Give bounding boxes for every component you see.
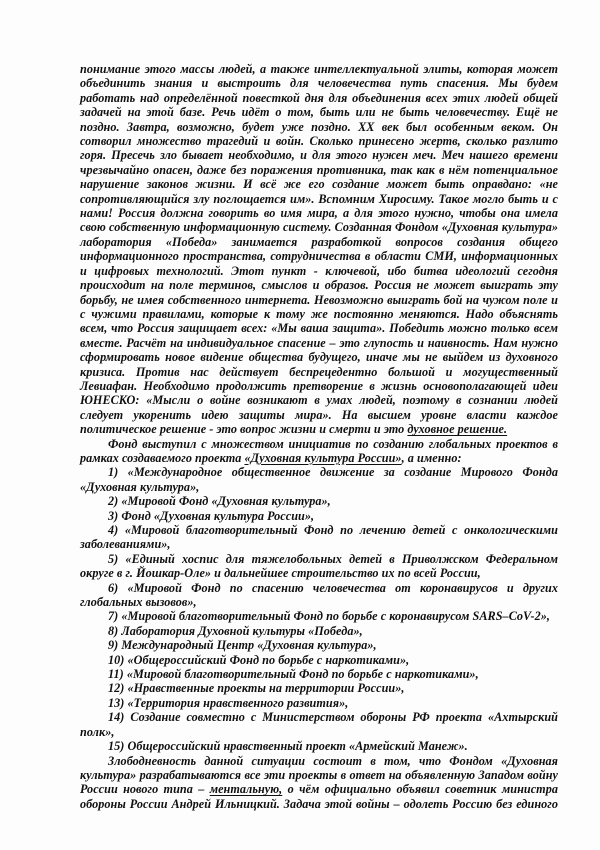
list-item: 10) «Общероссийский Фонд по борьбе с наркотиками», <box>108 652 410 667</box>
paragraph-text: Фонд выступил с множеством инициатив по созданию глобальных проектов в рамках создаваемого проекта <box>80 436 558 465</box>
list-item: 5) «Единый хоспис для тяжелобольных детей в Приволжском Федеральном округе в г. Йошкар-Оле» и дальнейшее строительство их по всей России, <box>80 551 558 581</box>
list-item: 3) Фонд «Духовная культура России», <box>108 508 315 523</box>
list-item: 2) «Мировой Фонд «Духовная культура», <box>108 494 331 509</box>
list-item: 6) «Мировой Фонд по спасению человечества от коронавирусов и других глобальных вызовов», <box>80 580 558 610</box>
list-item: 11) «Мировой благотворительный Фонд по борьбе с наркотиками», <box>108 667 479 682</box>
opening-paragraph <box>80 62 558 437</box>
list-item: 13) «Территория нравственного развития», <box>108 695 349 710</box>
underlined-phrase: «Духовная культура России» <box>244 450 402 465</box>
underlined-phrase: ментальную, <box>209 782 283 797</box>
list-item: 8) Лаборатория Духовной культуры «Победа», <box>108 623 363 638</box>
paragraph-text: Злободневность данной ситуации состоит в том, что Фондом «Духовная культура» разрабатываются все эти проекты в ответ на объявленную Западом войну России нового типа – <box>80 753 558 797</box>
page-text-block <box>80 62 558 811</box>
list-item: 7) «Мировой благотворительный Фонд по борьбе с коронавирусом SARS–CoV-2», <box>108 609 551 624</box>
closing-paragraph <box>80 754 558 812</box>
list-item: 4) «Мировой благотворительный Фонд по лечению детей с онкологическими заболеваниями», <box>80 523 558 552</box>
list-item: 12) «Нравственные проекты на территории России», <box>108 681 405 696</box>
underlined-phrase: духовное решение. <box>407 422 508 437</box>
paragraph-text: о чём официально объявил советник министра обороны России Андрей Ильницкий. Задача этой войны – одолеть Россию без единого <box>80 782 559 811</box>
paragraph-text: , а именно: <box>401 450 462 465</box>
paragraph-text: понимание этого массы людей, а также интеллектуальной элиты, которая может объединить знания и выстроить для человечества путь спасения. Мы будем работать над определённой повесткой дня для объединения всех этих людей общей задачей на этой базе. Речь идёт о том, быть или не быть человечеству. Ещё не поздно. Завтра, возможно, будет уже поздно. XX век был особенным веком. Он сотворил множество трагедий и войн. Сколько принесено жертв, сколько разлито горя. Пресечь зло бывает необходимо, и для этого нужен меч. Меч нашего времени чрезвычайно опасен, даже без поражения противника, так как в нём потенциальное нарушение законов жизни. И всё же его создание может быть оправдано: «не сопротивляющийся злу поглощается им». Вспомним Хиросиму. Такое могло быть и с нами! Россия должна говорить во имя мира, а для этого нужно, чтобы она имела свою собственную информационную систему. Созданная Фондом «Духовная культура» лаборатория «Победа» занимается разработкой вопросов создания общего информационного пространства, сотрудничества в области СМИ, информационных и цифровых технологий. Этот пункт - ключевой, ибо битва идеологий сегодня происходит на поле терминов, смыслов и образов. Россия не может выиграть эту борьбу, не имея собственного интернета. Невозможно выиграть бой на чужом поле и с чужими правилами, которые к тому же постоянно меняются. Надо объяснять всем, что Россия защищает всех: «Мы ваша защита». Победить можно только всем вместе. Расчёт на индивидуальное спасение – это глупость и наивность. Нам нужно сформировать новое видение общества будущего, иначе мы не выйдем из духовного кризиса. Против нас действует беспрецедентно большой и могущественный Левиафан. Необходимо продолжить претворение в жизнь основополагающей идеи ЮНЕСКО: «Мысли о войне возникают в умах людей, поэтому в сознании людей следует укоренить идею защиты мира». На высшем уровне власти каждое политическое решение - это вопрос жизни и смерти и это <box>80 62 558 437</box>
list-item: 9) Международный Центр «Духовная культура», <box>108 638 377 653</box>
list-item: 14) Создание совместно с Министерством обороны РФ проекта «Ахтырский полк», <box>80 710 558 739</box>
list-item: 15) Общероссийский нравственный проект «Армейский Манеж». <box>108 739 468 754</box>
initiatives-paragraph <box>80 437 558 466</box>
list-item: 1) «Международное общественное движение за создание Мирового Фонда «Духовная культура», <box>80 465 558 494</box>
